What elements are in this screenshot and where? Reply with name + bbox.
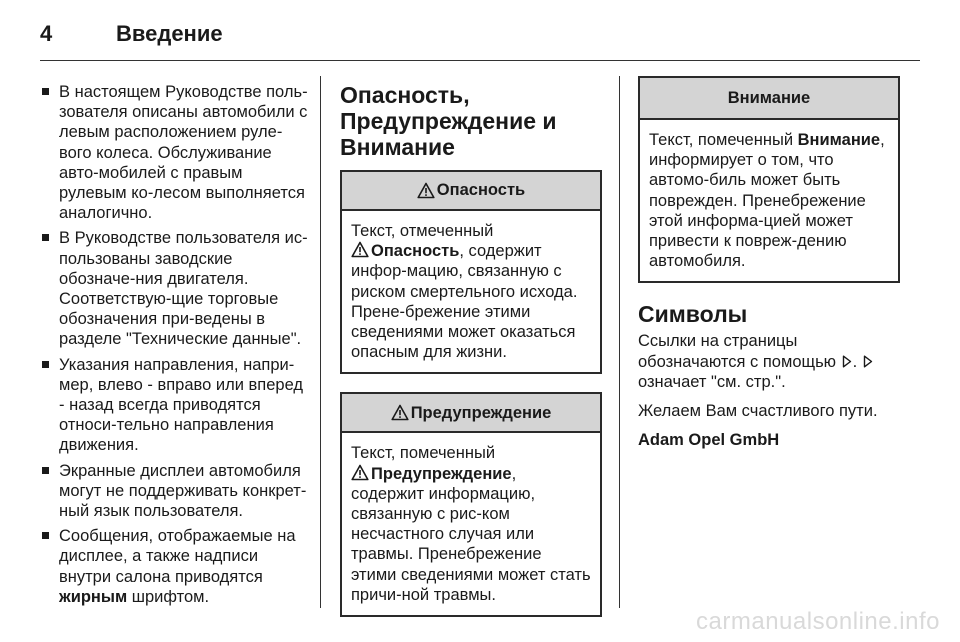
- symbols-text-2: .: [852, 352, 862, 371]
- danger-keyword: Опасность: [371, 242, 460, 261]
- page-number: 4: [40, 21, 53, 46]
- warning-triangle-icon: [351, 241, 369, 258]
- danger-box-header: [342, 172, 600, 211]
- notices-column: [340, 82, 602, 635]
- page-reference-arrow-icon: [863, 355, 873, 368]
- header-rule: [40, 60, 920, 61]
- warning-box-title: Предупреждение: [410, 403, 552, 422]
- list-item-text-end: шрифтом.: [127, 587, 210, 606]
- symbols-text-1: Ссылки на страницы обозначаются с помощью: [638, 332, 841, 371]
- caution-text: , информирует о том, что автомо-биль может быть поврежден. Пренебрежение этой информа-цией может привести к повреж-дению автомобиля.: [649, 131, 885, 271]
- list-item: В настоящем Руководстве поль-зователя описаны автомобили с левым расположением руле-вого колеса. Обслуживание авто-мобилей с правым рулевым ко-лесом выполняется аналогично.: [40, 82, 308, 223]
- list-item: Экранные дисплеи автомобиля могут не поддерживать конкрет-ный язык пользователя.: [40, 461, 308, 522]
- warning-keyword: Предупреждение: [371, 464, 512, 483]
- company-name: Adam Opel GmbH: [638, 431, 780, 450]
- symbols-paragraph: [638, 331, 900, 392]
- warning-triangle-icon: [391, 404, 409, 421]
- warning-box-body: [342, 433, 600, 615]
- list-item: Указания направления, напри-мер, влево - вправо или вперед - назад всегда приводятся относи-тельно направления движения.: [40, 355, 308, 456]
- page-reference-arrow-icon: [842, 355, 852, 368]
- section-title: Опасность, Предупреждение и Внимание: [340, 82, 557, 160]
- caution-box: [638, 76, 900, 283]
- warning-text: , содержит информацию, связанную с рис-ком несчастного случая или травмы. Пренебрежение этими сведениями может стать причи-ной травмы.: [351, 464, 591, 604]
- danger-box: [340, 170, 602, 374]
- column-divider-left: [320, 76, 321, 608]
- list-item-text: Сообщения, отображаемые на дисплее, а также надписи внутри салона приводятся: [59, 527, 296, 586]
- warning-box: [340, 392, 602, 617]
- chapter-title: Введение: [116, 21, 223, 46]
- caution-keyword: Внимание: [797, 131, 881, 149]
- danger-box-body: [342, 211, 600, 372]
- page-header: [40, 14, 223, 54]
- warning-box-header: [342, 394, 600, 433]
- intro-list: [40, 82, 308, 607]
- caution-lead: Текст, помеченный: [649, 131, 798, 149]
- right-column: [638, 76, 900, 459]
- danger-box-title: Опасность: [436, 181, 526, 200]
- warning-triangle-icon: [351, 464, 369, 481]
- column-divider-right: [619, 76, 620, 608]
- symbols-text-3: означает "см. стр.".: [638, 372, 786, 391]
- warning-lead: Текст, помеченный: [351, 444, 496, 463]
- list-item: [40, 526, 308, 607]
- danger-lead: Текст, отмеченный: [351, 222, 494, 240]
- warning-triangle-icon: [417, 182, 435, 199]
- intro-column: [40, 82, 308, 612]
- caution-box-body: [640, 120, 898, 281]
- symbols-title: Символы: [638, 301, 748, 328]
- wish-text: Желаем Вам счастливого пути.: [638, 402, 878, 421]
- bold-word: жирным: [59, 587, 128, 606]
- caution-box-title: Внимание: [727, 88, 811, 107]
- danger-text: , содержит инфор-мацию, связанную с риском смертельного исхода. Прене-брежение этими сведениями может оказаться опасным для жизни.: [351, 242, 578, 362]
- list-item: В Руководстве пользователя ис-пользованы заводские обозначе-ния двигателя. Соответствую-щие торговые обозначения при-ведены в разделе "Технические данные".: [40, 228, 308, 349]
- watermark: carmanualsonline.info: [696, 608, 940, 635]
- caution-box-header: [640, 78, 898, 120]
